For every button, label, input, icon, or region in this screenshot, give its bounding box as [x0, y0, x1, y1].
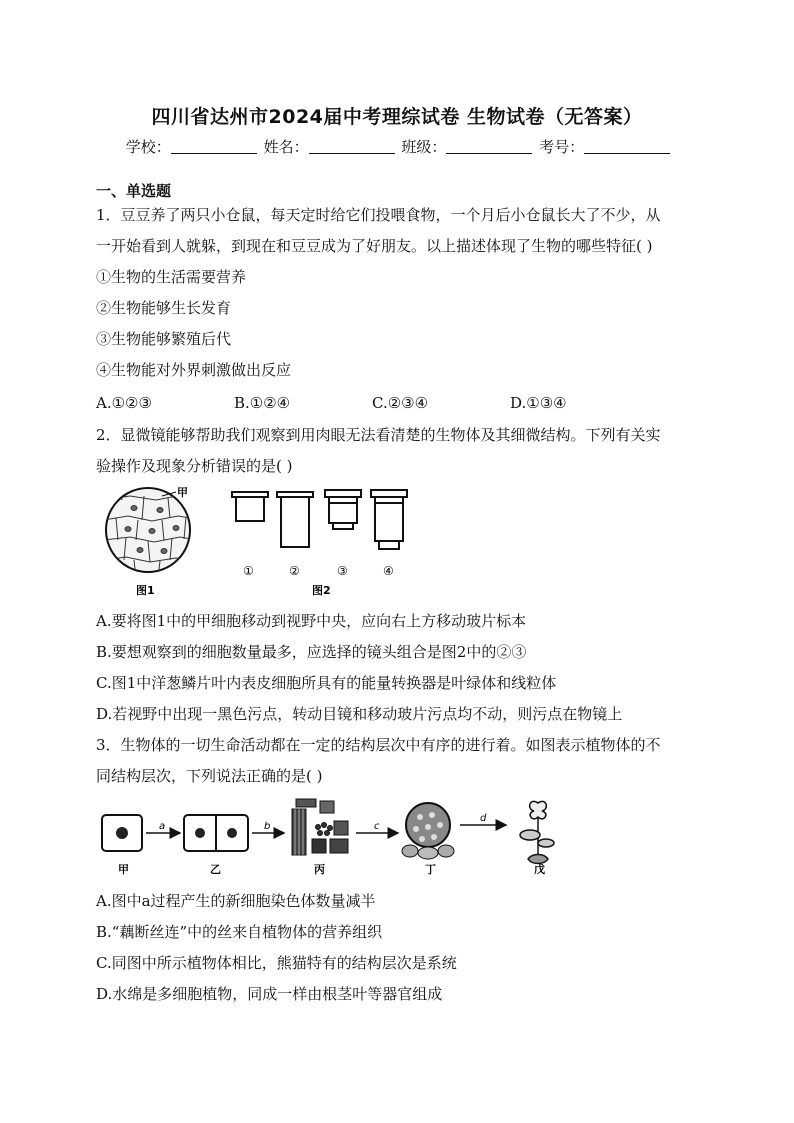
q2-stem-line-2: 验操作及现象分析错误的是( )	[96, 457, 293, 475]
q1-option-c[interactable]: C.②③④	[372, 394, 429, 412]
q3-structure-levels-figure	[98, 795, 590, 879]
page-title: 四川省达州市2024届中考理综试卷 生物试卷（无答案）	[151, 106, 643, 128]
fig1-caption: 图1	[136, 584, 155, 597]
arrow-a-label: a	[159, 821, 166, 832]
exam-number-label: 考号：	[539, 138, 585, 156]
lens-4-label: ④	[383, 564, 394, 578]
organ-stage-diagram	[402, 803, 454, 859]
q2-microscope-figure	[100, 482, 430, 600]
cell-division-stage-diagram	[184, 815, 248, 851]
name-blank[interactable]	[309, 139, 395, 154]
lens-2-label: ②	[289, 564, 300, 578]
class-label: 班级：	[401, 138, 447, 156]
stage-yi-label: 乙	[210, 863, 221, 876]
lens-3-diagram	[325, 490, 361, 529]
stage-ding-label: 丁	[425, 863, 436, 876]
arrow-d-label: d	[480, 813, 487, 824]
q1-stem-line-1: 1．豆豆养了两只小仓鼠，每天定时给它们投喂食物，一个月后小仓鼠长大了不少，从	[96, 206, 661, 224]
stage-wu-label: 戊	[534, 863, 545, 876]
q3-stem-line-1: 3．生物体的一切生命活动都在一定的结构层次中有序的进行着。如图表示植物体的不	[96, 736, 661, 754]
school-blank[interactable]	[171, 139, 257, 154]
tissue-stage-diagram	[292, 799, 348, 855]
q1-statement-3: ③生物能够繁殖后代	[96, 330, 232, 348]
q3-option-b[interactable]: B.“藕断丝连”中的丝来自植物体的营养组织	[96, 923, 383, 941]
fig2-caption: 图2	[312, 584, 331, 597]
q3-option-d[interactable]: D.水绵是多细胞植物，同成一样由根茎叶等器官组成	[96, 985, 443, 1003]
arrow-c-label: c	[374, 821, 380, 832]
q2-option-d[interactable]: D.若视野中出现一黑色污点，转动目镜和移动玻片污点均不动，则污点在物镜上	[96, 705, 623, 723]
q3-option-a[interactable]: A.图中a过程产生的新细胞染色体数量减半	[96, 892, 376, 910]
q1-stem-line-2: 一开始看到人就躲，到现在和豆豆成为了好朋友。以上描述体现了生物的哪些特征( )	[96, 237, 653, 255]
cell-stage-diagram	[102, 815, 142, 851]
lens-4-diagram	[371, 490, 407, 549]
lens-1-label: ①	[243, 564, 254, 578]
school-label: 学校：	[125, 138, 171, 156]
student-info-row	[0, 136, 794, 157]
q1-statement-4: ④生物能对外界刺激做出反应	[96, 361, 292, 379]
name-label: 姓名：	[263, 138, 309, 156]
q2-option-a[interactable]: A.要将图1中的甲细胞移动到视野中央，应向右上方移动玻片标本	[96, 612, 527, 630]
q1-option-d[interactable]: D.①③④	[510, 394, 567, 412]
lens-2-diagram	[277, 492, 313, 547]
q1-option-a[interactable]: A.①②③	[96, 394, 152, 412]
q1-statement-2: ②生物能够生长发育	[96, 299, 232, 317]
stage-bing-label: 丙	[314, 863, 325, 876]
plant-stage-diagram	[520, 801, 554, 863]
q2-option-b[interactable]: B.要想观察到的细胞数量最多，应选择的镜头组合是图2中的②③	[96, 643, 527, 661]
q3-option-c[interactable]: C.同图中所示植物体相比，熊猫特有的结构层次是系统	[96, 954, 457, 972]
stage-jia-label: 甲	[118, 863, 129, 876]
class-blank[interactable]	[446, 139, 532, 154]
lens-3-label: ③	[337, 564, 348, 578]
q1-option-b[interactable]: B.①②④	[234, 394, 291, 412]
q1-statement-1: ①生物的生活需要营养	[96, 268, 247, 286]
q3-stem-line-2: 同结构层次，下列说法正确的是( )	[96, 767, 323, 785]
q2-option-c[interactable]: C.图1中洋葱鳞片叶内表皮细胞所具有的能量转换器是叶绿体和线粒体	[96, 674, 557, 692]
fig1-marker-label: 甲	[177, 486, 188, 499]
exam-number-blank[interactable]	[584, 139, 670, 154]
lens-1-diagram	[232, 492, 268, 521]
arrow-b-label: b	[264, 821, 271, 832]
section-title: 一、单选题	[96, 182, 172, 200]
q2-stem-line-1: 2．显微镜能够帮助我们观察到用肉眼无法看清楚的生物体及其细微结构。下列有关实	[96, 426, 661, 444]
